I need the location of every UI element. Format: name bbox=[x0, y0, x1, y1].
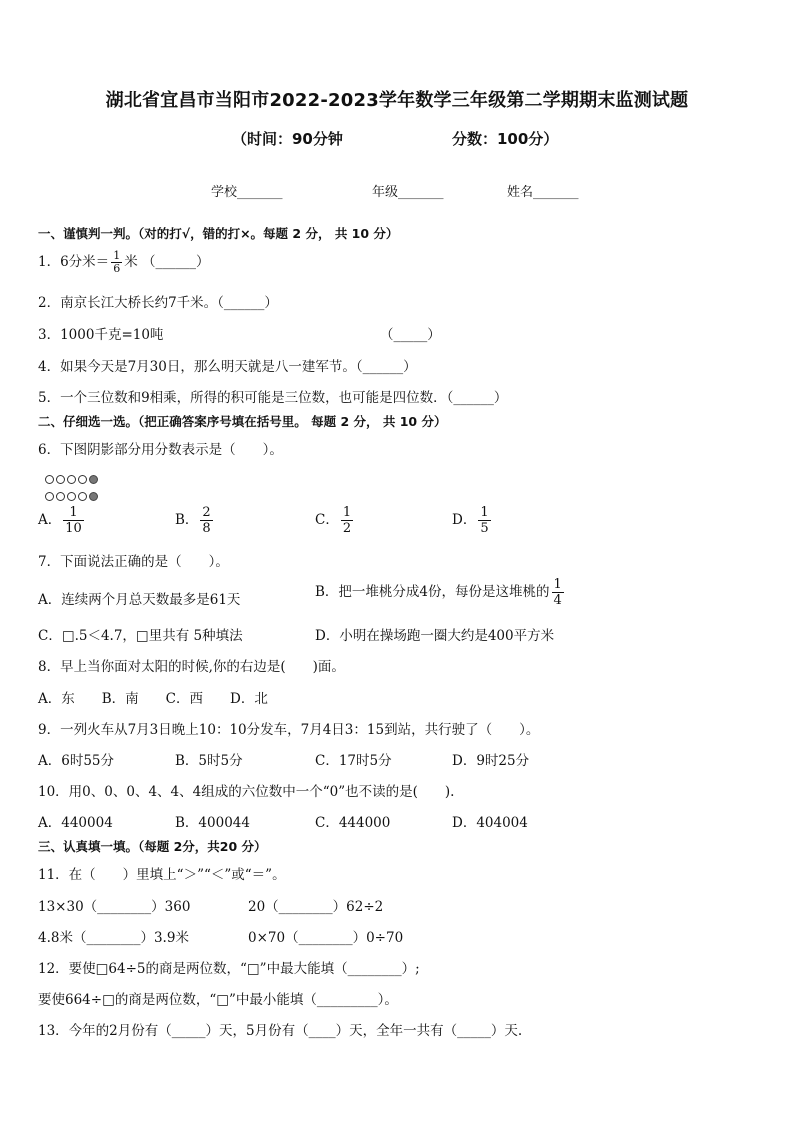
q9-option-d: D．9时25分 bbox=[452, 753, 530, 769]
question-13: 13．今年的2月份有（_____）天，5月份有（____）天，全年一共有（_____）天. bbox=[38, 1023, 523, 1039]
frac-den: 2 bbox=[342, 521, 352, 536]
section3-heading: 三、认真填一填。（每题 2分，共20 分） bbox=[38, 839, 267, 854]
question-3-blank: （_____） bbox=[380, 327, 441, 343]
question-3: 3．1000千克=10吨 bbox=[38, 327, 164, 343]
q9-option-c: C．17时5分 bbox=[315, 753, 392, 769]
q9-option-b: B．5时5分 bbox=[175, 753, 243, 769]
circle-icon bbox=[45, 492, 54, 501]
q6-option-a bbox=[38, 505, 86, 536]
frac-den: 8 bbox=[202, 521, 211, 536]
shaded-circle-icon bbox=[89, 492, 98, 501]
option-fraction bbox=[341, 505, 353, 536]
section1-heading: 一、谨慎判一判。（对的打√，错的打×。每题 2 分， 共 10 分） bbox=[38, 226, 399, 241]
option-letter: B． bbox=[175, 512, 199, 528]
q7-b-fraction bbox=[552, 577, 564, 608]
question-12-part-2: 要使664÷□的商是两位数，“□”中最小能填（_________）。 bbox=[38, 992, 398, 1008]
exam-title: 湖北省宜昌市当阳市2022-2023学年数学三年级第二学期期末监测试题 bbox=[105, 90, 689, 111]
q8-options: A．东 B．南 C．西 D．北 bbox=[38, 691, 268, 707]
q1-frac-num: 1 bbox=[113, 249, 121, 262]
question-10: 10．用0、0、0、4、4、4组成的六位数中一个“0”也不读的是( ). bbox=[38, 784, 455, 800]
q1-prefix: 1．6分米＝ bbox=[38, 254, 110, 270]
q7-option-a: A．连续两个月总天数最多是61天 bbox=[38, 592, 241, 608]
frac-num: 1 bbox=[69, 505, 78, 520]
q1-frac-den: 6 bbox=[113, 262, 121, 275]
q1-fraction bbox=[111, 250, 122, 275]
grade-field: 年级_______ bbox=[372, 185, 444, 200]
q9-option-a: A．6时55分 bbox=[38, 753, 115, 769]
q6-dots-row-2 bbox=[45, 486, 100, 505]
q7-option-d: D．小明在操场跑一圈大约是400平方米 bbox=[315, 628, 555, 644]
q6-option-c bbox=[315, 505, 355, 536]
circle-icon bbox=[67, 475, 76, 484]
question-2: 2．南京长江大桥长约7千米。（______） bbox=[38, 295, 278, 311]
school-field: 学校_______ bbox=[211, 185, 283, 200]
q11-item-4: 0×70（________）0÷70 bbox=[248, 930, 404, 946]
q1-suffix: 米 （______） bbox=[124, 254, 210, 270]
question-12: 12．要使□64÷5的商是两位数，“□”中最大能填（________）; bbox=[38, 961, 420, 977]
exam-time: （时间：90分钟 bbox=[232, 130, 343, 148]
option-letter: D． bbox=[452, 512, 477, 528]
q11-item-2: 20（________）62÷2 bbox=[248, 899, 384, 915]
question-6: 6．下图阴影部分用分数表示是（ ）。 bbox=[38, 442, 283, 458]
frac-num: 1 bbox=[553, 577, 562, 592]
question-1 bbox=[38, 250, 209, 275]
option-letter: A． bbox=[38, 512, 62, 528]
q10-option-a: A．440004 bbox=[38, 815, 113, 831]
q7-b-text: B．把一堆桃分成4份，每份是这堆桃的 bbox=[315, 584, 550, 600]
frac-den: 4 bbox=[553, 593, 562, 608]
frac-den: 10 bbox=[65, 521, 82, 536]
frac-den: 5 bbox=[480, 521, 489, 536]
option-letter: C． bbox=[315, 512, 339, 528]
question-7: 7．下面说法正确的是（ ）。 bbox=[38, 554, 229, 570]
q6-option-d bbox=[452, 505, 493, 536]
q10-option-b: B．400044 bbox=[175, 815, 250, 831]
shaded-circle-icon bbox=[89, 475, 98, 484]
q11-item-3: 4.8米（________）3.9米 bbox=[38, 930, 189, 946]
section2-heading: 二、仔细选一选。（把正确答案序号填在括号里。 每题 2 分， 共 10 分） bbox=[38, 414, 447, 429]
name-field: 姓名_______ bbox=[507, 185, 579, 200]
question-5: 5．一个三位数和9相乘，所得的积可能是三位数，也可能是四位数．（______） bbox=[38, 390, 508, 406]
circle-icon bbox=[45, 475, 54, 484]
circle-icon bbox=[78, 492, 87, 501]
q10-option-d: D．404004 bbox=[452, 815, 528, 831]
q7-option-c: C．□.5＜4.7，□里共有 5种填法 bbox=[38, 628, 243, 644]
circle-icon bbox=[67, 492, 76, 501]
frac-num: 2 bbox=[202, 505, 211, 520]
exam-score: 分数：100分） bbox=[452, 130, 559, 148]
question-11: 11．在（ ）里填上“＞”“＜”或“＝”。 bbox=[38, 867, 286, 883]
frac-num: 1 bbox=[342, 505, 352, 520]
question-9: 9．一列火车从7月3日晚上10：10分发车，7月4日3：15到站，共行驶了（ ）。 bbox=[38, 722, 540, 738]
option-fraction bbox=[478, 505, 490, 536]
q6-option-b bbox=[175, 505, 215, 536]
option-fraction bbox=[63, 505, 84, 536]
option-fraction bbox=[200, 505, 212, 536]
q11-item-1: 13×30（________）360 bbox=[38, 899, 191, 915]
frac-num: 1 bbox=[480, 505, 489, 520]
circle-icon bbox=[78, 475, 87, 484]
q10-option-c: C．444000 bbox=[315, 815, 391, 831]
circle-icon bbox=[56, 475, 65, 484]
q7-option-b bbox=[315, 577, 566, 608]
circle-icon bbox=[56, 492, 65, 501]
question-4: 4．如果今天是7月30日，那么明天就是八一建军节。（______） bbox=[38, 359, 417, 375]
question-8: 8．早上当你面对太阳的时候,你的右边是( )面。 bbox=[38, 659, 345, 675]
